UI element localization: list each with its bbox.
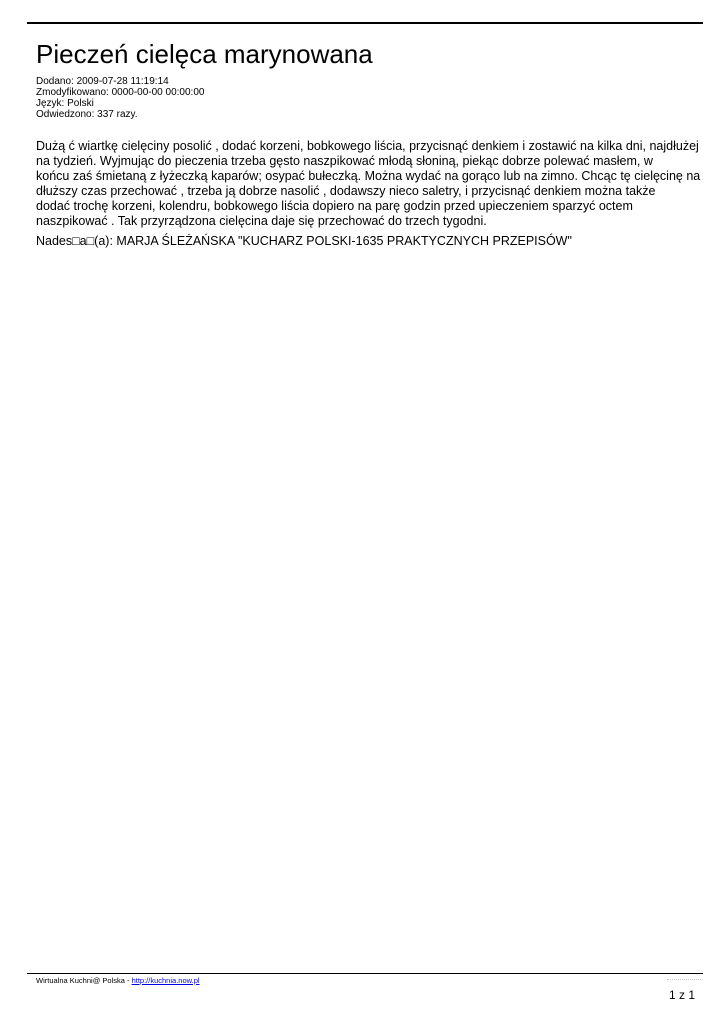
bottom-divider	[27, 973, 703, 974]
recipe-line: Dużą ć wiartkę cielęciny posolić , dodać korzeni, bobkowego liścia, przycisnąć denkiem i zostawić na kilka dni, najdłużej	[36, 139, 699, 153]
footer-site-label: Wirtualna Kuchni@ Polska -	[36, 976, 132, 985]
modified-date: Zmodyfikowano: 0000-00-00 00:00:00	[36, 87, 205, 98]
recipe-body	[36, 139, 708, 229]
visit-count: Odwiedzono: 337 razy.	[36, 109, 138, 120]
recipe-line: dodać trochę korzeni, kolendru, bobkowego liścia dopiero na parę godzin przed upieczeniem sparzyć octem	[36, 199, 633, 213]
footer	[36, 976, 200, 985]
page-title: Pieczeń cielęca marynowana	[36, 39, 373, 69]
recipe-line: dłuższy czas przechować , trzeba ją dobrze nasolić , dodawszy nieco saletry, i przycisnąć denkiem można także	[36, 184, 656, 198]
sender-line: Nades□a□(a): MARJA ŚLEŻAŃSKA "KUCHARZ POLSKI-1635 PRAKTYCZNYCH PRZEPISÓW"	[36, 234, 572, 248]
page-number: 1 z 1	[668, 988, 695, 1002]
footer-mark	[667, 979, 701, 980]
recipe-line: końcu zaś śmietaną z łyżeczką kaparów; osypać bułeczką. Można wydać na gorąco lub na zimno. Chcąc tę cielęcinę na	[36, 169, 701, 183]
metadata-block	[36, 76, 204, 120]
language: Język: Polski	[36, 98, 94, 109]
recipe-line: na tydzień. Wyjmując do pieczenia trzeba gęsto naszpikować młodą słoniną, piekąc dobrze polewać masłem, w	[36, 154, 653, 168]
added-date: Dodano: 2009-07-28 11:19:14	[36, 76, 169, 87]
recipe-line: naszpikować . Tak przyrządzona cielęcina daje się przechować do trzech tygodni.	[36, 214, 487, 228]
footer-site-link[interactable]: http://kuchnia.now.pl	[131, 976, 200, 985]
top-divider	[27, 22, 703, 24]
